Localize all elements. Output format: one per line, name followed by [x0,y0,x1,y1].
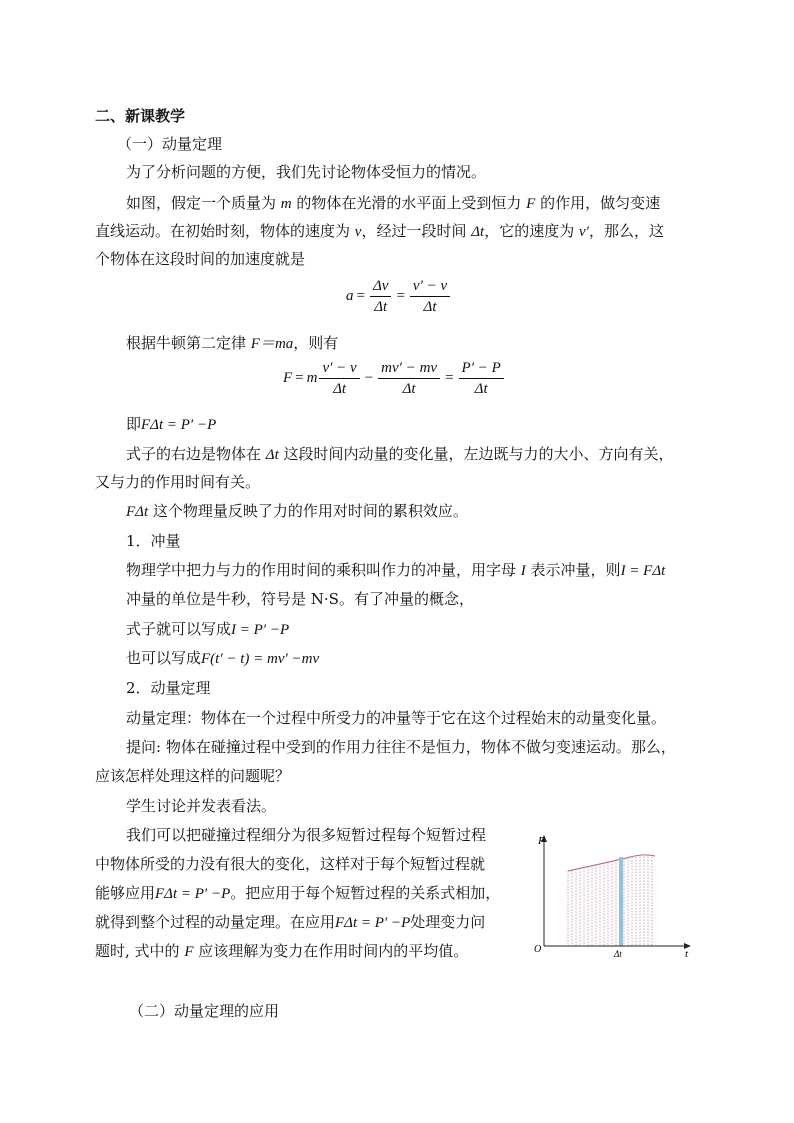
text: 题时, 式中的 [95,942,185,960]
force-time-graph [530,826,700,961]
fraction [370,276,391,317]
paragraph-write2 [126,647,319,670]
text: 。把应用于每个短暂过程的关系式相加， [230,884,501,902]
text: 式子就可以写成 [126,620,232,638]
paragraph-theorem: 动量定理：物体在一个过程中所受力的冲量等于它在这个过程始末的动量变化量。 [126,709,667,727]
subheading-theorem: 2．动量定理 [126,679,211,697]
paragraph-newton [126,332,338,355]
eq-lhs: F [283,369,293,386]
formula: FΔt = P′ −P [141,417,217,433]
subsection-title-momentum-theorem: （一）动量定理 [117,135,223,153]
numerator: mv′ − mv [378,358,440,379]
paragraph-setup-line3: 个物体在这段时间的加速度就是 [95,250,306,268]
subheading-impulse: 1．冲量 [126,532,181,550]
fraction [319,358,359,399]
eq-sign: = [356,287,365,304]
highlight-strip [619,857,623,946]
text: ，那么，这 [588,222,664,240]
denominator: Δt [402,381,416,397]
force-curve [568,855,655,871]
text: 应该理解为变力在作用时间内的平均值。 [193,942,469,960]
paragraph-intro: 为了分析问题的方便，我们先讨论物体受恒力的情况。 [126,163,487,181]
formula: I = P′ −P [231,622,290,638]
equation-acceleration: a = $\frac{\Delta v}{\Delta t}$ = $\frac{v' - v}{\Delta t}$ [346,276,452,317]
denominator: Δt [374,299,388,315]
y-axis-label: F [538,835,545,847]
eq-sign: = [445,369,454,386]
var-v: v [354,224,362,240]
paragraph-split-line5 [95,940,468,963]
numerator: v′ − v [319,358,359,379]
text: 直线运动。在初始时刻，物体的速度为 [95,222,355,240]
var-F: F [184,944,194,960]
text: 根据牛顿第二定律 [126,334,251,352]
text: 这个物理量反映了力的作用对时间的累积效应。 [148,502,468,520]
var-dt: Δt [265,447,279,463]
text: ，则有 [293,334,339,352]
paragraph-discuss: 学生讨论并发表看法。 [126,797,277,815]
formula-newton: F＝ma [250,336,294,352]
text: 即 [126,415,142,433]
text: 如图，假定一个质量为 [126,194,281,212]
text: 物理学中把力与力的作用时间的乘积叫作力的冲量，用字母 [126,561,521,579]
paragraph-split-line3 [95,882,500,905]
text: ，它的速度为 [484,222,579,240]
text: 处理变力问 [410,913,486,931]
formula: FΔt = P′ −P [335,915,411,931]
paragraph-split-line4 [95,911,485,934]
numerator: Δv [370,276,391,297]
paragraph-split-line2: 中物体所受的力没有很大的变化，这样对于每个短暂过程就 [95,855,486,873]
eq-sign: = [295,369,304,386]
impulse-strips [568,856,652,946]
formula: FΔt = P′ −P [155,886,231,902]
formula: FΔt [126,504,149,520]
paragraph-ji [126,413,216,436]
paragraph-setup-line1 [126,192,660,215]
var-dt: Δt [471,224,485,240]
fraction [410,276,450,317]
paragraph-split-line1: 我们可以把碰撞过程细分为很多短暂过程每个短暂过程 [126,826,487,844]
var-F: F [526,196,536,212]
paragraph-question-line1: 提问: 物体在碰撞过程中受到的作用力往往不是恒力，物体不做匀变速运动。那么， [126,738,676,756]
var-I: I [520,563,526,579]
text: 表示冲量，则 [525,561,621,579]
formula: F(t′ − t) = mv′ −mv [201,651,320,667]
numerator: P′ − P [459,358,504,379]
subsection-title-applications: （二）动量定理的应用 [129,1002,280,1020]
var-m: m [280,196,292,212]
denominator: Δt [333,381,347,397]
text: 能够应用 [95,884,156,902]
paragraph-question-line2: 应该怎样处理这样的问题呢？ [95,767,291,785]
section-heading: 二、新课教学 [95,107,186,125]
fraction [459,358,504,399]
denominator: Δt [474,381,488,397]
formula: I = FΔt [620,563,666,579]
var-m: m [306,369,318,386]
text: 的作用，做匀变速 [535,194,661,212]
text: 的物体在光滑的水平面上受到恒力 [291,194,527,212]
text: 式子的右边是物体在 [126,445,266,463]
equation-force [283,358,506,399]
paragraph-setup-line2 [95,220,664,243]
text: 也可以写成 [126,649,202,667]
x-axis-label: t [685,948,689,960]
denominator: Δt [423,299,437,315]
fraction [378,358,440,399]
numerator: v′ − v [410,276,450,297]
paragraph-right-side-line2: 又与力的作用时间有关。 [95,473,261,491]
text: 这段时间内动量的变化量，左边既与力的大小、方向有关， [278,445,674,463]
paragraph-write1 [126,618,289,641]
origin-label: O [534,944,542,955]
paragraph-right-side-line1 [126,443,674,466]
eq-lhs: a [346,287,354,304]
var-v-prime: v′ [579,224,589,240]
paragraph-unit: 冲量的单位是牛秒，符号是 N·S。有了冲量的概念， [126,590,474,608]
text: ，经过一段时间 [361,222,472,240]
text: 就得到整个过程的动量定理。在应用 [95,913,336,931]
paragraph-impulse [126,559,665,582]
paragraph-fdt [126,500,468,523]
dt-label: Δt [614,949,622,959]
minus-sign: − [364,369,374,386]
